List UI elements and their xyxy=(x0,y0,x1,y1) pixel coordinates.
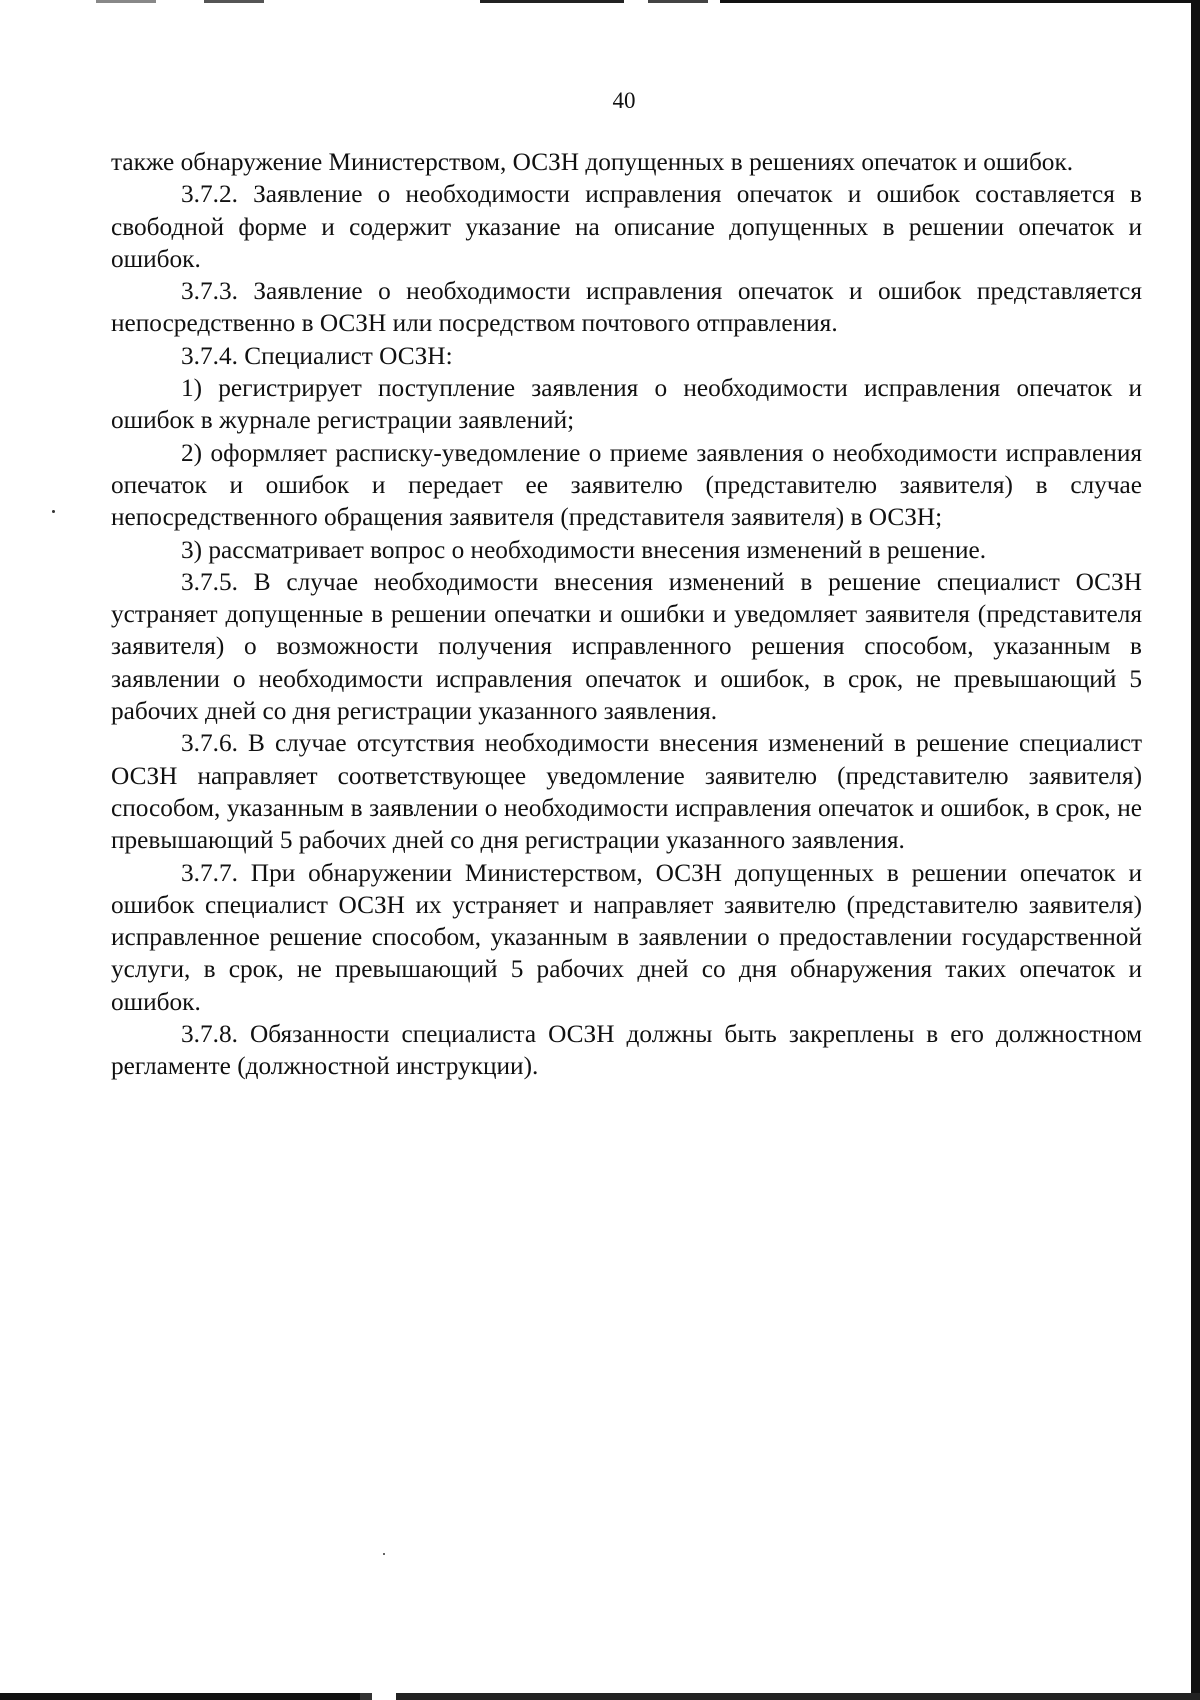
paragraph-3-7-7: 3.7.7. При обнаружении Министерством, ОСЗН допущенных в решении опечаток и ошибок специалист ОСЗН их устраняет и направляет заявителю (представителю заявителя) исправленное решение способом, указанным в заявлении о предоставлении государственной услуги, в срок, не превышающий 5 рабочих дней со дня обнаружения таких опечаток и ошибок. xyxy=(111,858,1142,1016)
document-body xyxy=(111,146,1142,1083)
scan-speck xyxy=(52,510,55,513)
list-item-2: 2) оформляет расписку-уведомление о приеме заявления о необходимости исправления опечаток и ошибок и передает ее заявителю (представителю заявителя) в случае непосредственного обращения заявителя (представителя заявителя) в ОСЗН; xyxy=(111,438,1142,532)
paragraph-3-7-5: 3.7.5. В случае необходимости внесения изменений в решение специалист ОСЗН устраняет допущенные в решении опечатки и ошибки и уведомляет заявителя (представителя заявителя) о возможности получения исправленного решения способом, указанным в заявлении о необходимости исправления опечаток и ошибок, в срок, не превышающий 5 рабочих дней со дня регистрации указанного заявления. xyxy=(111,567,1142,726)
paragraph-3-7-3: 3.7.3. Заявление о необходимости исправления опечаток и ошибок представляется непосредственно в ОСЗН или посредством почтового отправления. xyxy=(111,277,1142,338)
paragraph-3-7-2: 3.7.2. Заявление о необходимости исправления опечаток и ошибок составляется в свободной форме и содержит указание на описание допущенных в решении опечаток и ошибок. xyxy=(111,180,1142,273)
scan-edge-top xyxy=(0,0,1200,3)
scan-speck xyxy=(383,1553,385,1555)
scan-edge-bottom xyxy=(0,1693,1200,1700)
page-number: 40 xyxy=(612,88,636,113)
paragraph-3-7-4: 3.7.4. Специалист ОСЗН: xyxy=(181,341,453,370)
paragraph-3-7-6: 3.7.6. В случае отсутствия необходимости внесения изменений в решение специалист ОСЗН направляет соответствующее уведомление заявителю (представителю заявителя) способом, указанным в заявлении о необходимости исправления опечаток и ошибок, в срок, не превышающий 5 рабочих дней со дня регистрации указанного заявления. xyxy=(111,729,1142,855)
list-item-1: 1) регистрирует поступление заявления о необходимости исправления опечаток и ошибок в журнале регистрации заявлений; xyxy=(111,374,1142,435)
list-item-3: 3) рассматривает вопрос о необходимости внесения изменений в решение. xyxy=(181,535,987,564)
paragraph-3-7-8: 3.7.8. Обязанности специалиста ОСЗН должны быть закреплены в его должностном регламенте (должностной инструкции). xyxy=(111,1020,1142,1081)
scan-edge-right xyxy=(1191,0,1200,1700)
paragraph: также обнаружение Министерством, ОСЗН допущенных в решениях опечаток и ошибок. xyxy=(111,148,1074,176)
